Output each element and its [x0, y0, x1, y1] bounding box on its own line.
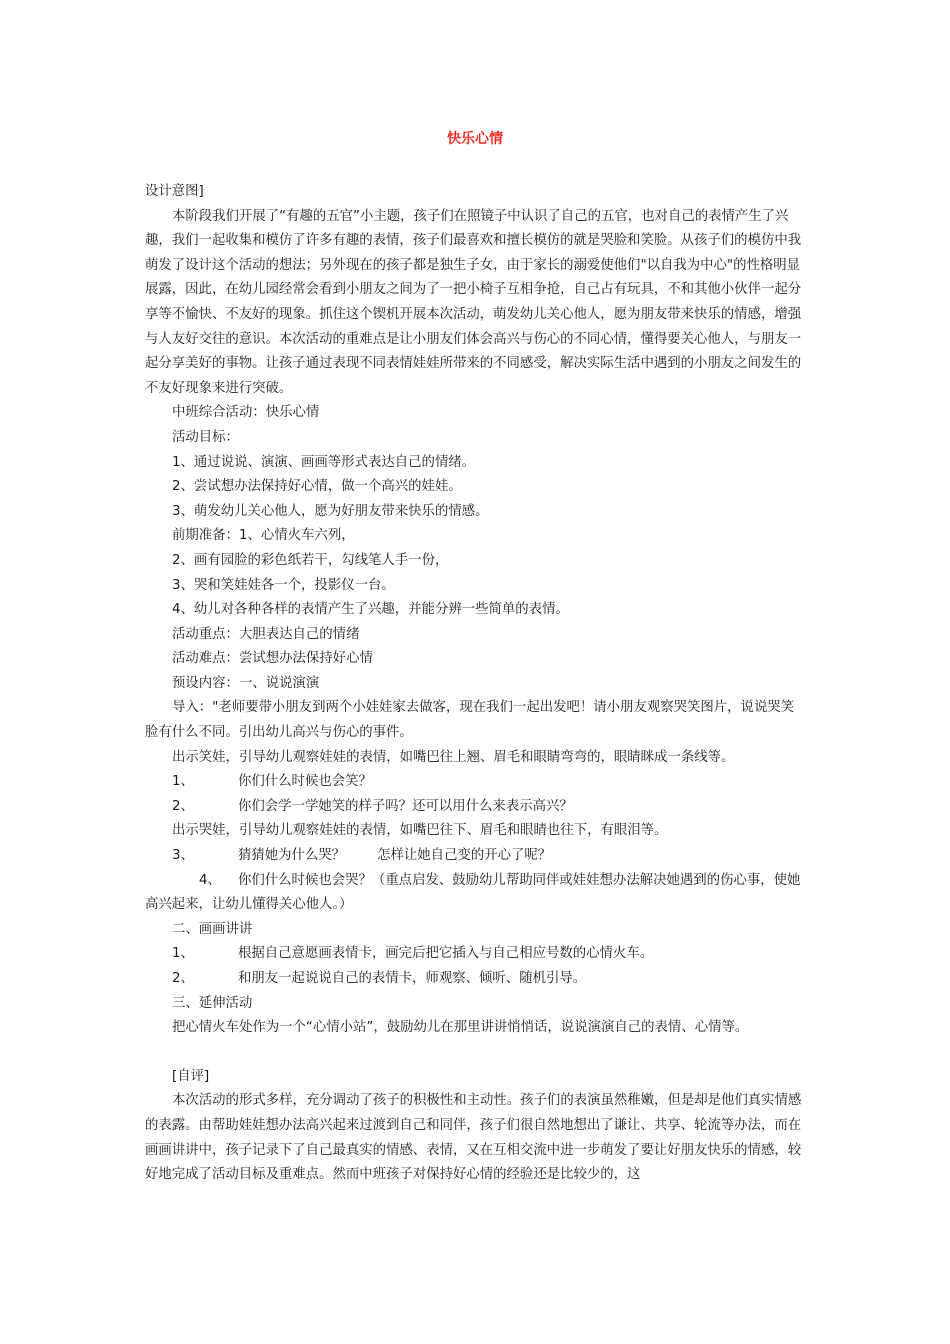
- draw-item: [145, 942, 807, 967]
- draw-text: 和朋友一起说说自己的表情卡，师观察、倾听、随机引导。: [238, 971, 587, 986]
- goal-item: 1、通过说说、演演、画画等形式表达自己的情绪。: [172, 454, 476, 470]
- preset-content: 预设内容：一、说说演演: [172, 675, 320, 691]
- question-item: [145, 770, 807, 795]
- question-text: 猜猜她为什么哭？: [238, 848, 346, 864]
- question-number: 2、: [172, 798, 194, 814]
- design-paragraph: 本阶段我们开展了“有趣的五官”小主题，孩子们在照镜子中认识了自己的五官，也对自己的表情产生了兴趣，我们一起收集和模仿了许多有趣的表情，孩子们最喜欢和擅长模仿的就是哭脸和笑脸。从孩子们的模仿中我萌发了设计这个活动的想法；另外现在的孩子都是独生子女，由于家长的溺爱使他们"以自我为中心"的性格明显展露，因此，在幼儿园经常会看到小朋友之间为了一把小椅子互相争抢，自己占有玩具，不和其他小伙伴一起分享等不愉快、不友好的现象。抓住这个锲机开展本次活动，萌发幼儿关心他人，愿为朋友带来快乐的情感，增强与人友好交往的意识。本次活动的重难点是让小朋友们体会高兴与伤心的不同心情，懂得要关心他人，与朋友一起分享美好的事物。让孩子通过表现不同表情娃娃所带来的不同感受，解决实际生活中遇到的小朋友之间发生的不友好现象来进行突破。: [145, 208, 802, 396]
- design-heading: 设计意图]: [145, 184, 204, 199]
- draw-text: 根据自己意愿画表情卡，画完后把它插入与自己相应号数的心情火车。: [238, 946, 654, 962]
- review-heading: [自评]: [172, 1068, 210, 1084]
- smile-show: 出示笑娃，引导幼儿观察娃娃的表情，如嘴巴往上翘、眉毛和眼睛弯弯的，眼睛眯成一条线等。: [172, 749, 735, 765]
- question-number: 4、: [199, 872, 221, 888]
- document-title: 快乐心情: [447, 131, 503, 147]
- question-number: 3、: [172, 848, 194, 864]
- question-item: [145, 795, 807, 820]
- draw-item: [145, 967, 807, 992]
- question-item: [145, 844, 807, 869]
- part-two-heading: 二、画画讲讲: [172, 921, 253, 937]
- prep-item: 3、哭和笑娃娃各一个，投影仪一台。: [172, 577, 395, 593]
- question-number: 1、: [172, 774, 194, 790]
- draw-number: 1、: [172, 946, 194, 962]
- question-text: 你们什么时候也会哭？（重点启发、鼓励幼儿帮助同伴或娃娃想办法解决她遇到的伤心事，使她高兴起来，让幼儿懂得关心他人。）: [145, 872, 801, 913]
- question-text: 你们会学一学她笑的样子吗？还可以用什么来表示高兴？: [238, 798, 573, 814]
- goals-heading: 活动目标：: [172, 429, 239, 445]
- prep-item: 2、画有园脸的彩色纸若干，勾线笔人手一份，: [172, 552, 449, 568]
- difficulty: 活动难点：尝试想办法保持好心情: [172, 651, 373, 667]
- question-item: [145, 869, 807, 918]
- goal-item: 2、尝试想办法保持好心情，做一个高兴的娃娃。: [172, 479, 462, 495]
- intro-paragraph: 导入："老师要带小朋友到两个小娃娃家去做客，现在我们一起出发吧！请小朋友观察哭笑图片，说说哭笑脸有什么不同。引出幼儿高兴与伤心的事件。: [145, 700, 795, 741]
- key-point: 活动重点：大胆表达自己的情绪: [172, 626, 360, 642]
- document-body: [145, 180, 807, 1188]
- review-paragraph: 本次活动的形式多样，充分调动了孩子的积极性和主动性。孩子们的表演虽然稚嫩，但是却是他们真实情感的表露。由帮助娃娃想办法高兴起来过渡到自己和同伴，孩子们很自然地想出了谦让、共享、轮流等办法，而在画画讲讲中，孩子记录下了自己最真实的情感、表情，又在互相交流中进一步萌发了要让好朋友快乐的情感，较好地完成了活动目标及重难点。然而中班孩子对保持好心情的经验还是比较少的，这: [145, 1093, 802, 1183]
- prep-item: 4、幼儿对各种各样的表情产生了兴趣，并能分辨一些简单的表情。: [172, 602, 569, 618]
- extend-text: 把心情火车处作为一个“心情小站”，鼓励幼儿在那里讲讲悄悄话，说说演演自己的表情、心情等。: [172, 1020, 749, 1036]
- question-text: 你们什么时候也会笑？: [238, 774, 372, 790]
- part-three-heading: 三、延伸活动: [172, 995, 253, 1011]
- question-text: 怎样让她自己变的开心了呢？: [377, 848, 552, 864]
- cry-show: 出示哭娃，引导幼儿观察娃娃的表情，如嘴巴往下、眉毛和眼睛也往下，有眼泪等。: [172, 823, 668, 839]
- goal-item: 3、萌发幼儿关心他人，愿为好朋友带来快乐的情感。: [172, 503, 489, 519]
- activity-name: 中班综合活动：快乐心情: [172, 405, 320, 421]
- prep-item: 前期准备：1、心情火车六列，: [172, 528, 355, 544]
- draw-number: 2、: [172, 971, 194, 986]
